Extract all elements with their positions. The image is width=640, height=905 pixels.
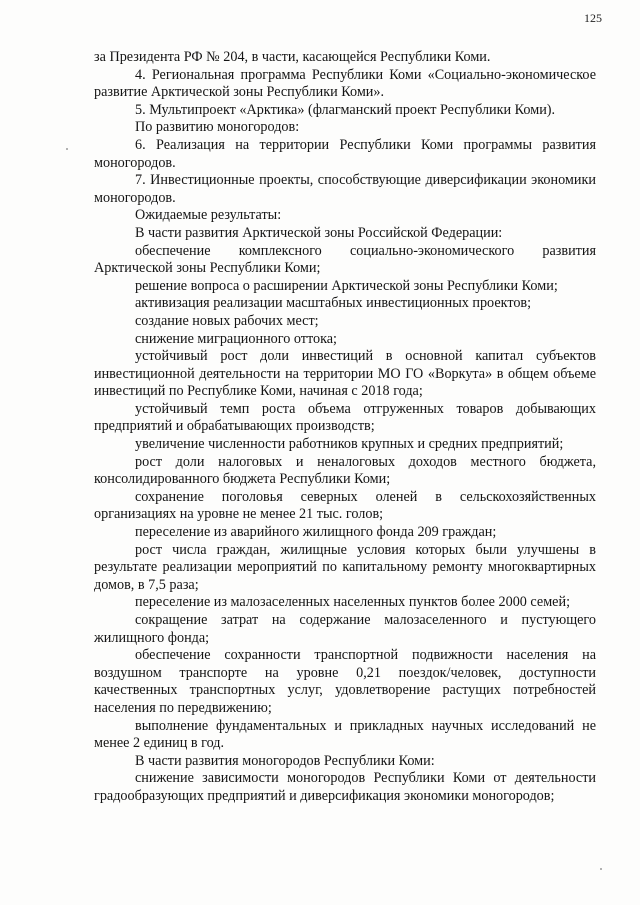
list-item: увеличение численности работников крупных и средних предприятий;: [135, 436, 564, 453]
section-heading: По развитию моногородов:: [135, 119, 300, 136]
list-item: обеспечение комплексного социально-экономического развития Арктической зоны Республики Коми;: [94, 242, 596, 277]
list-item: снижение миграционного оттока;: [135, 330, 337, 347]
paragraph: 7. Инвестиционные проекты, способствующие диверсификации экономики моногородов.: [94, 172, 596, 206]
paragraph: за Президента РФ № 204, в части, касающейся Республики Коми.: [94, 49, 491, 65]
list-item: переселение из аварийного жилищного фонда 209 граждан;: [135, 524, 497, 541]
paragraph: 6. Реализация на территории Республики Коми программы развития моногородов.: [94, 136, 596, 171]
list-item: рост числа граждан, жилищные условия которых были улучшены в результате реализации мероприятий по капитальному ремонту многоквартирных домов, в 7,5 раза;: [94, 541, 596, 593]
paragraph: 4. Региональная программа Республики Коми «Социально-экономическое развитие Арктической зоны Республики Коми».: [94, 66, 596, 101]
list-item: сохранение поголовья северных оленей в сельскохозяйственных организациях на уровне не менее 21 тыс. голов;: [94, 488, 596, 523]
section-heading: В части развития Арктической зоны Российской Федерации:: [135, 224, 503, 241]
paragraph: 5. Мультипроект «Арктика» (флагманский проект Республики Коми).: [135, 101, 556, 118]
list-item: активизация реализации масштабных инвестиционных проектов;: [135, 295, 532, 312]
section-heading: В части развития моногородов Республики Коми:: [135, 752, 435, 769]
page-number: 125: [584, 11, 602, 25]
list-item: создание новых рабочих мест;: [135, 312, 319, 329]
list-item: обеспечение сохранности транспортной подвижности населения на воздушном транспорте на уровне 0,21 поездок/человек, доступности качественных транспортных услуг, удовлетворение растущих потребностей населения по передвижению;: [94, 647, 596, 716]
list-item: рост доли налоговых и неналоговых доходов местного бюджета, консолидированного бюджета Республики Коми;: [94, 453, 596, 488]
list-item: выполнение фундаментальных и прикладных научных исследований не менее 2 единиц в год.: [94, 717, 596, 752]
body-text: [94, 49, 596, 806]
scan-speck: [600, 868, 602, 870]
section-heading: Ожидаемые результаты:: [135, 207, 282, 224]
list-item: снижение зависимости моногородов Республики Коми от деятельности градообразующих предприятий и диверсификация экономики моногородов;: [94, 770, 596, 804]
list-item: устойчивый темп роста объема отгруженных товаров добывающих предприятий и обрабатывающих производств;: [94, 400, 596, 435]
scan-speck: [66, 148, 68, 150]
list-item: устойчивый рост доли инвестиций в основной капитал субъектов инвестиционной деятельности на территории МО ГО «Воркута» в общем объеме инвестиций по Республике Коми, начиная с 2018 года;: [94, 348, 596, 400]
list-item: решение вопроса о расширении Арктической зоны Республики Коми;: [135, 277, 558, 294]
list-item: сокращение затрат на содержание малозаселенного и пустующего жилищного фонда;: [94, 612, 596, 646]
list-item: переселение из малозаселенных населенных пунктов более 2000 семей;: [135, 594, 571, 611]
